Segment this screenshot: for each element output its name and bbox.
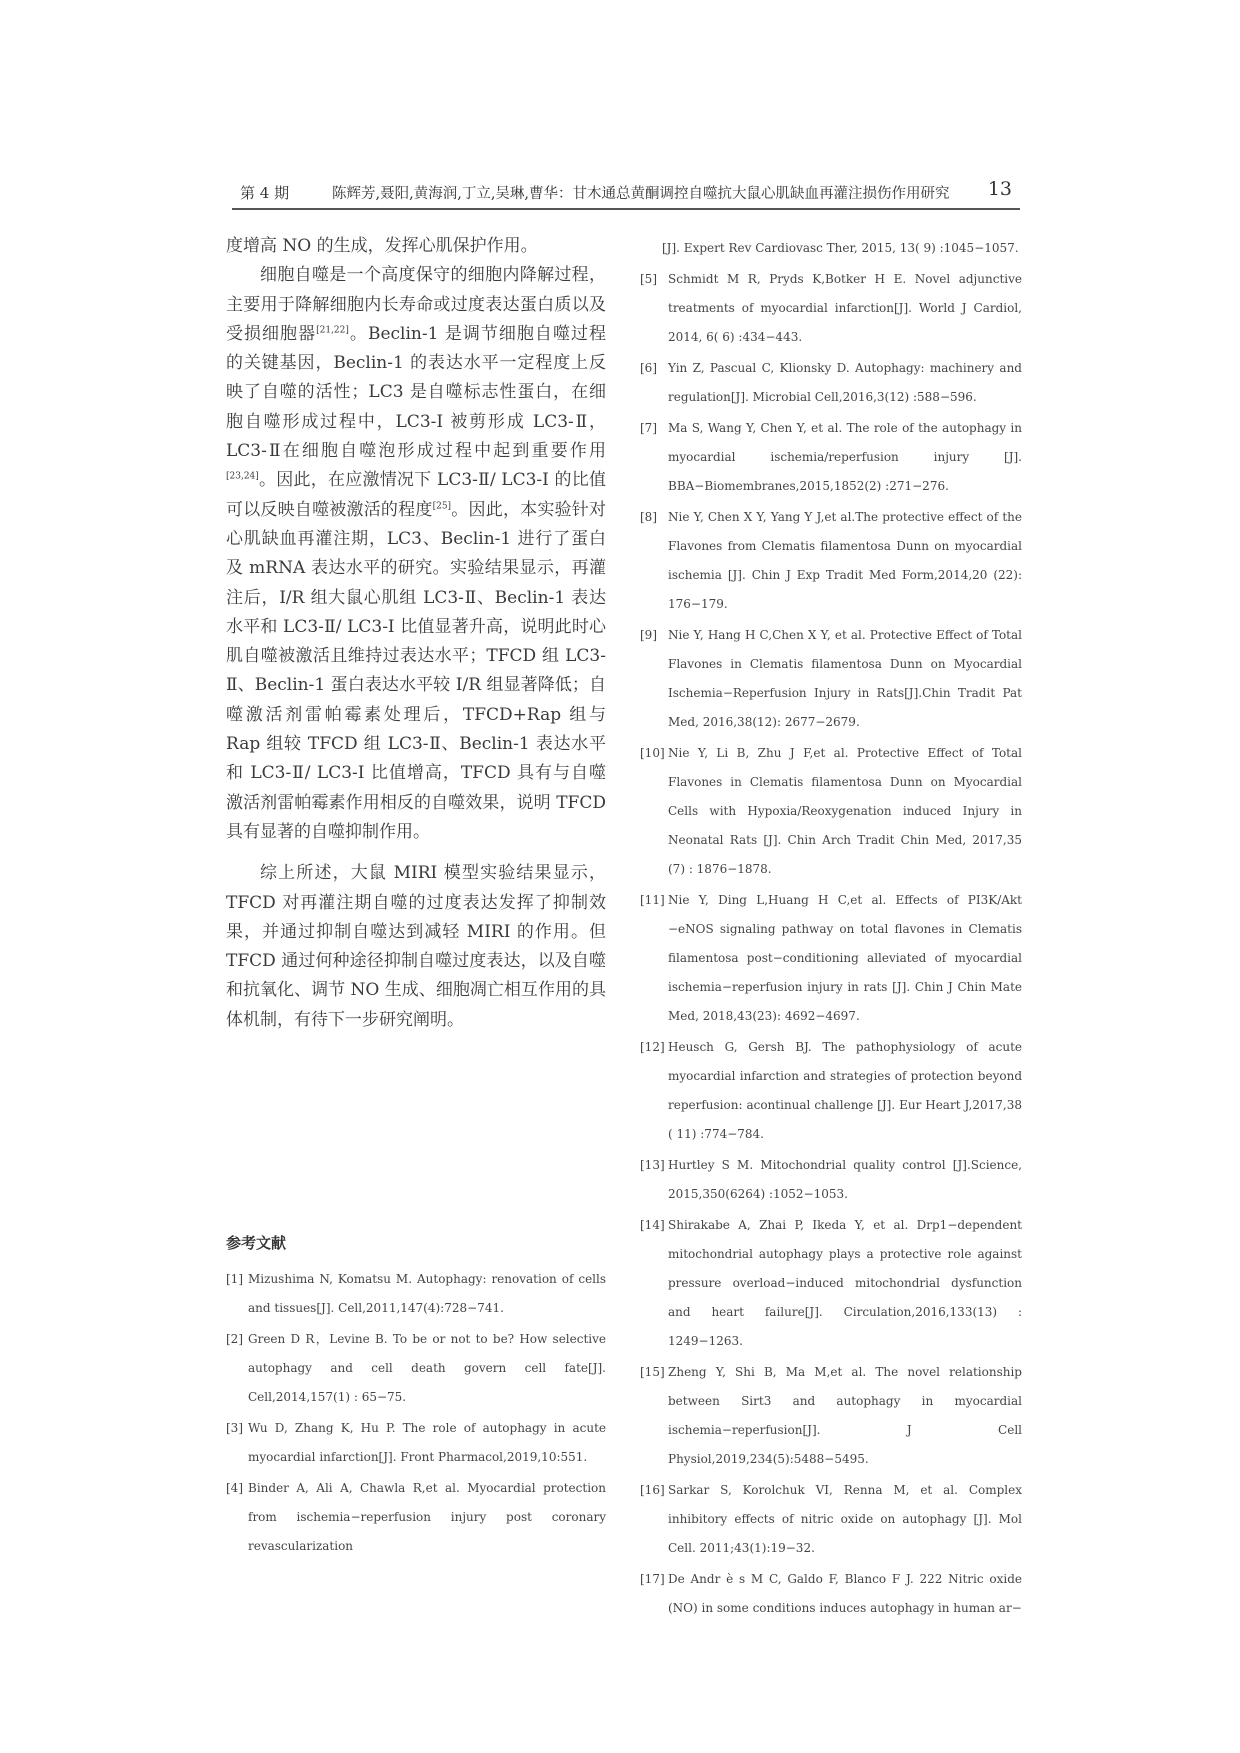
references-heading: 参考文献 — [226, 1234, 287, 1252]
reference-number: [8] — [640, 510, 657, 524]
running-header — [232, 176, 1020, 210]
reference-text: Binder A, Ali A, Chawla R,et al. Myocardial protection from ischemia−reperfusion injury post coronary revascularization — [248, 1481, 606, 1553]
reference-text: Hurtley S M. Mitochondrial quality control [J].Science, 2015,350(6264) :1052−1053. — [668, 1158, 1022, 1201]
reference-number: [7] — [640, 421, 657, 435]
reference-item — [640, 621, 1022, 737]
paragraph-3: 综上所述，大鼠 MIRI 模型实验结果显示，TFCD 对再灌注期自噬的过度表达发挥了抑制效果，并通过抑制自噬达到减轻 MIRI 的作用。但 TFCD 通过何种途径抑制自噬过度表达，以及自噬和抗氧化、调节 NO 生成、细胞凋亡相互作用的具体机制，有待下一步研究阐明。 — [226, 863, 606, 1030]
reference-item — [640, 354, 1022, 412]
reference-number: [3] — [226, 1421, 243, 1435]
page-number: 13 — [987, 178, 1012, 200]
issue-label: 第 4 期 — [240, 184, 290, 202]
reference-item — [640, 1151, 1022, 1209]
reference-item — [640, 1476, 1022, 1563]
reference-number: [4] — [226, 1481, 243, 1495]
citation-21-22: [21,22] — [316, 325, 349, 336]
reference-text: Nie Y, Hang H C,Chen X Y, et al. Protective Effect of Total Flavones in Clematis filamentosa Dunn on Myocardial Ischemia−Reperfusion Injury in Rats[J].Chin Tradit Pat Med, 2016,38(12): 2677−2679. — [668, 628, 1022, 729]
left-column-body — [226, 232, 606, 1035]
reference-item — [640, 1565, 1022, 1623]
reference-number: [9] — [640, 628, 657, 642]
reference-number: [6] — [640, 361, 657, 375]
reference-number: [16] — [640, 1483, 665, 1497]
reference-text: Green D R，Levine B. To be or not to be? How selective autophagy and cell death govern cell fate[J]. Cell,2014,157(1) : 65−75. — [248, 1332, 606, 1404]
reference-text: Yin Z, Pascual C, Klionsky D. Autophagy: machinery and regulation[J]. Microbial Cell,2016,3(12) :588−596. — [668, 361, 1022, 404]
reference-text: Heusch G, Gersh BJ. The pathophysiology of acute myocardial infarction and strategies of protection beyond reperfusion: acontinual challenge [J]. Eur Heart J,2017,38 ( 11) :774−784. — [668, 1040, 1022, 1141]
reference-number: [13] — [640, 1158, 665, 1172]
citation-25: [25] — [432, 501, 452, 512]
reference-text: Nie Y, Ding L,Huang H C,et al. Effects of PI3K/Akt −eNOS signaling pathway on total flavones in Clematis filamentosa post−conditioning alleviated of myocardial ischemia−reperfusion injury in rats [J]. Chin J Chin Mate Med, 2018,43(23): 4692−4697. — [668, 893, 1022, 1023]
reference-item — [226, 1325, 606, 1412]
paragraph-2-part-d: 。因此，本实验针对心肌缺血再灌注期，LC3、Beclin-1 进行了蛋白及 mRNA 表达水平的研究。实验结果显示，再灌注后，I/R 组大鼠心肌组 LC3-Ⅱ、Beclin-1 表达水平和 LC3-Ⅱ/ LC3-I 比值显著升高，说明此时心肌自噬被激活且维持过表达水平；TFCD 组 LC3-Ⅱ、Beclin-1 蛋白表达水平较 I/R 组显著降低；自噬激活剂雷帕霉素处理后，TFCD+Rap 组与 Rap 组较 TFCD 组 LC3-Ⅱ、Beclin-1 表达水平和 LC3-Ⅱ/ LC3-I 比值增高，TFCD 具有与自噬激活剂雷帕霉素作用相反的自噬效果，说明 TFCD 具有显著的自噬抑制作用。 — [226, 499, 607, 842]
reference-item — [640, 1358, 1022, 1474]
reference-number: [2] — [226, 1332, 243, 1346]
reference-text: Nie Y, Chen X Y, Yang Y J,et al.The protective effect of the Flavones from Clematis filamentosa Dunn on myocardial ischemia [J]. Chin J Exp Tradit Med Form,2014,20 (22): 176−179. — [668, 510, 1022, 611]
reference-item — [226, 1474, 606, 1561]
references-right-list — [640, 234, 1022, 1625]
reference-text: Nie Y, Li B, Zhu J F,et al. Protective Effect of Total Flavones in Clematis filamentosa Dunn on Myocardial Cells with Hypoxia/Reoxygenation induced Injury in Neonatal Rats [J]. Chin Arch Tradit Chin Med, 2017,35 (7) : 1876−1878. — [668, 746, 1022, 876]
reference-text: Sarkar S, Korolchuk VI, Renna M, et al. Complex inhibitory effects of nitric oxide on autophagy [J]. Mol Cell. 2011;43(1):19−32. — [668, 1483, 1022, 1555]
reference-number: [12] — [640, 1040, 665, 1054]
reference-text: Schmidt M R, Pryds K,Botker H E. Novel adjunctive treatments of myocardial infarction[J]. World J Cardiol, 2014, 6( 6) :434−443. — [668, 272, 1022, 344]
reference-item — [640, 1211, 1022, 1356]
reference-number: [11] — [640, 893, 665, 907]
reference-number: [17] — [640, 1572, 665, 1586]
reference-item — [640, 503, 1022, 619]
references-left-list — [226, 1265, 606, 1563]
paragraph-2-part-b: 。Beclin-1 是调节细胞自噬过程的关键基因，Beclin-1 的表达水平一定程度上反映了自噬的活性；LC3 是自噬标志性蛋白，在细胞自噬形成过程中，LC3-I 被剪形成 LC3-Ⅱ，LC3-Ⅱ在细胞自噬泡形成过程中起到重要作用 — [226, 323, 606, 462]
reference-number: [1] — [226, 1272, 243, 1286]
paragraph-1: 度增高 NO 的生成，发挥心肌保护作用。 — [226, 236, 538, 256]
citation-23-24: [23,24] — [226, 471, 259, 482]
reference-item — [226, 1265, 606, 1323]
reference-continuation: [J]. Expert Rev Cardiovasc Ther, 2015, 13( 9) :1045−1057. — [662, 241, 1019, 255]
reference-text: De Andr è s M C, Galdo F, Blanco F J. 222 Nitric oxide (NO) in some conditions induces autophagy in human ar− — [668, 1572, 1022, 1615]
reference-text: Shirakabe A, Zhai P, Ikeda Y, et al. Drp1−dependent mitochondrial autophagy plays a protective role against pressure overload−induced mitochondrial dysfunction and heart failure[J]. Circulation,2016,133(13) : 1249−1263. — [668, 1218, 1022, 1348]
paragraph-2-part-c: 。因此，在应激情况下 LC3-Ⅱ/ LC3-I 的比值可以反映自噬被激活的程度 — [226, 470, 606, 520]
paragraph-2 — [226, 261, 606, 847]
reference-number: [5] — [640, 272, 657, 286]
reference-item — [640, 265, 1022, 352]
reference-number: [14] — [640, 1218, 665, 1232]
reference-item — [640, 1033, 1022, 1149]
reference-number: [15] — [640, 1365, 665, 1379]
reference-text: Mizushima N, Komatsu M. Autophagy: renovation of cells and tissues[J]. Cell,2011,147(4):728−741. — [248, 1272, 606, 1315]
reference-text: Zheng Y, Shi B, Ma M,et al. The novel relationship between Sirt3 and autophagy in myocardial ischemia−reperfusion[J]. J Cell Physiol,2019,234(5):5488−5495. — [668, 1365, 1022, 1466]
reference-item — [226, 1414, 606, 1472]
reference-item — [640, 739, 1022, 884]
reference-item — [640, 886, 1022, 1031]
running-title: 陈辉芳,聂阳,黄海润,丁立,吴琳,曹华：甘木通总黄酮调控自噬抗大鼠心肌缺血再灌注损伤作用研究 — [332, 186, 950, 202]
reference-item — [640, 414, 1022, 501]
paragraph-2-part-a: 细胞自噬是一个高度保守的细胞内降解过程，主要用于降解细胞内长寿命或过度表达蛋白质以及受损细胞器 — [226, 265, 606, 344]
reference-text: Ma S, Wang Y, Chen Y, et al. The role of the autophagy in myocardial ischemia/reperfusion injury [J]. BBA−Biomembranes,2015,1852(2) :271−276. — [668, 421, 1022, 493]
reference-text: Wu D, Zhang K, Hu P. The role of autophagy in acute myocardial infarction[J]. Front Pharmacol,2019,10:551. — [248, 1421, 606, 1464]
reference-number: [10] — [640, 746, 665, 760]
